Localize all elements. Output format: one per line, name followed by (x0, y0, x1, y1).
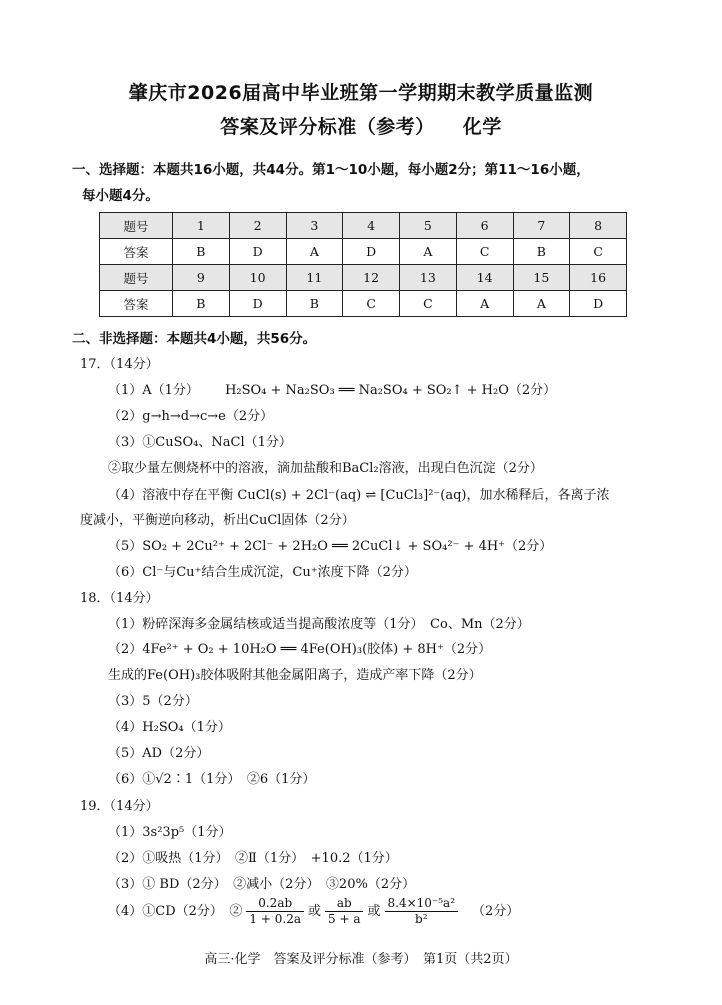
fraction-2-numerator: ab (325, 896, 363, 912)
q17-part5: （5）SO₂ + 2Cu²⁺ + 2Cl⁻ + 2H₂O ══ 2CuCl↓ + SO₄²⁻ + 4H⁺（2分） (108, 539, 553, 554)
table-row (100, 265, 627, 291)
table-cell: C (570, 239, 627, 265)
table-cell: B (173, 239, 230, 265)
q19-part4 (108, 896, 519, 927)
q17-part1-answer: （1）A（1分） (108, 383, 199, 398)
table-cell: D (229, 291, 286, 317)
fraction-1-numerator: 0.2ab (246, 896, 304, 912)
fraction-2 (325, 896, 363, 927)
table-cell: 3 (286, 213, 343, 239)
table-cell: A (400, 239, 457, 265)
q18-part1: （1）粉碎深海多金属结核或适当提高酸浓度等（1分） Co、Mn（2分） (108, 617, 530, 632)
q18-heading: 18．（14分） (80, 591, 159, 606)
table-label-answer: 答案 (100, 239, 173, 265)
q18-part3: （3）5（2分） (108, 694, 198, 709)
fraction-2-denominator: 5 + a (328, 912, 361, 926)
q19-part3: （3）① BD（2分） ②减小（2分） ③20%（2分） (108, 877, 416, 892)
table-cell: 10 (229, 265, 286, 291)
fraction-3 (385, 896, 459, 927)
fraction-1-denominator: 1 + 0.2a (249, 912, 301, 926)
q17-part2: （2）g→h→d→c→e（2分） (108, 409, 274, 424)
section1-heading (72, 157, 662, 209)
table-cell: C (400, 291, 457, 317)
q18-part6: （6）①√2∶1（1分） ②6（1分） (108, 772, 316, 787)
table-cell: 7 (513, 213, 570, 239)
table-row (100, 291, 627, 317)
table-cell: 2 (229, 213, 286, 239)
fraction-1 (246, 896, 304, 927)
table-cell: 6 (456, 213, 513, 239)
q17-part3a: （3）①CuSO₄、NaCl（1分） (108, 435, 292, 450)
table-cell: 5 (400, 213, 457, 239)
table-cell: A (513, 291, 570, 317)
table-cell: 14 (456, 265, 513, 291)
table-cell: 15 (513, 265, 570, 291)
table-cell: D (229, 239, 286, 265)
q18-part2: （2）4Fe²⁺ + O₂ + 10H₂O ══ 4Fe(OH)₃(胶体) + 8H⁺（2分） (108, 642, 492, 657)
table-cell: 12 (343, 265, 400, 291)
table-label-question: 题号 (100, 265, 173, 291)
table-cell: 13 (400, 265, 457, 291)
q17-part1 (108, 379, 556, 398)
table-cell: D (570, 291, 627, 317)
table-cell: 16 (570, 265, 627, 291)
q19-heading: 19．（14分） (80, 799, 159, 814)
q19-part1: （1）3s²3p⁵（1分） (108, 825, 232, 840)
or-text: 或 (367, 904, 381, 919)
table-row (100, 239, 627, 265)
q17-part4a: （4）溶液中存在平衡 CuCl(s) + 2Cl⁻(aq) ⇌ [CuCl₃]²⁻(aq)，加水稀释后，各离子浓 (108, 488, 610, 503)
q19-part4-start: （4）①CD（2分） ② (108, 904, 243, 919)
fraction-3-denominator: b² (415, 912, 428, 926)
q19-part4-end: （2分） (472, 904, 520, 919)
answer-table (99, 212, 627, 317)
table-cell: C (343, 291, 400, 317)
table-cell: D (343, 239, 400, 265)
q18-part2b: 生成的Fe(OH)₃胶体吸附其他金属阳离子，造成产率下降（2分） (108, 668, 482, 683)
fraction-3-numerator: 8.4×10⁻⁵a² (385, 896, 459, 912)
page-footer: 高三·化学 答案及评分标准（参考） 第1页（共2页） (204, 952, 518, 967)
page-subtitle (0, 112, 722, 139)
table-cell: A (456, 291, 513, 317)
q17-heading: 17．（14分） (80, 357, 159, 372)
table-cell: C (456, 239, 513, 265)
table-cell: B (513, 239, 570, 265)
subtitle-text: 答案及评分标准（参考） (220, 116, 435, 138)
table-cell: 11 (286, 265, 343, 291)
q18-part4: （4）H₂SO₄（1分） (108, 720, 231, 735)
section2-heading: 二、非选择题：本题共4小题，共56分。 (72, 331, 317, 347)
q17-part3b: ②取少量左侧烧杯中的溶液，滴加盐酸和BaCl₂溶液，出现白色沉淀（2分） (108, 461, 543, 476)
table-cell: 8 (570, 213, 627, 239)
table-cell: 4 (343, 213, 400, 239)
page-title: 肇庆市2026届高中毕业班第一学期期末教学质量监测 (128, 82, 594, 104)
table-cell: B (173, 291, 230, 317)
subject-name: 化学 (462, 116, 502, 138)
table-cell: A (286, 239, 343, 265)
section1-heading-line1: 一、选择题：本题共16小题，共44分。第1～10小题，每小题2分；第11～16小题， (72, 162, 590, 178)
table-cell: B (286, 291, 343, 317)
table-cell: 9 (173, 265, 230, 291)
table-label-question: 题号 (100, 213, 173, 239)
or-text: 或 (307, 904, 321, 919)
section1-heading-line2: 每小题4分。 (82, 188, 159, 204)
q18-part5: （5）AD（2分） (108, 746, 210, 761)
q17-part1-equation: H₂SO₄ + Na₂SO₃ ══ Na₂SO₄ + SO₂↑ + H₂O（2分） (225, 383, 557, 398)
q17-part6: （6）Cl⁻与Cu⁺结合生成沉淀，Cu⁺浓度下降（2分） (108, 565, 417, 580)
table-row (100, 213, 627, 239)
q19-part2: （2）①吸热（1分） ②Ⅱ（1分） +10.2（1分） (108, 851, 398, 866)
table-cell: 1 (173, 213, 230, 239)
q17-part4b: 度减小，平衡逆向移动，析出CuCl固体（2分） (80, 513, 355, 528)
table-label-answer: 答案 (100, 291, 173, 317)
